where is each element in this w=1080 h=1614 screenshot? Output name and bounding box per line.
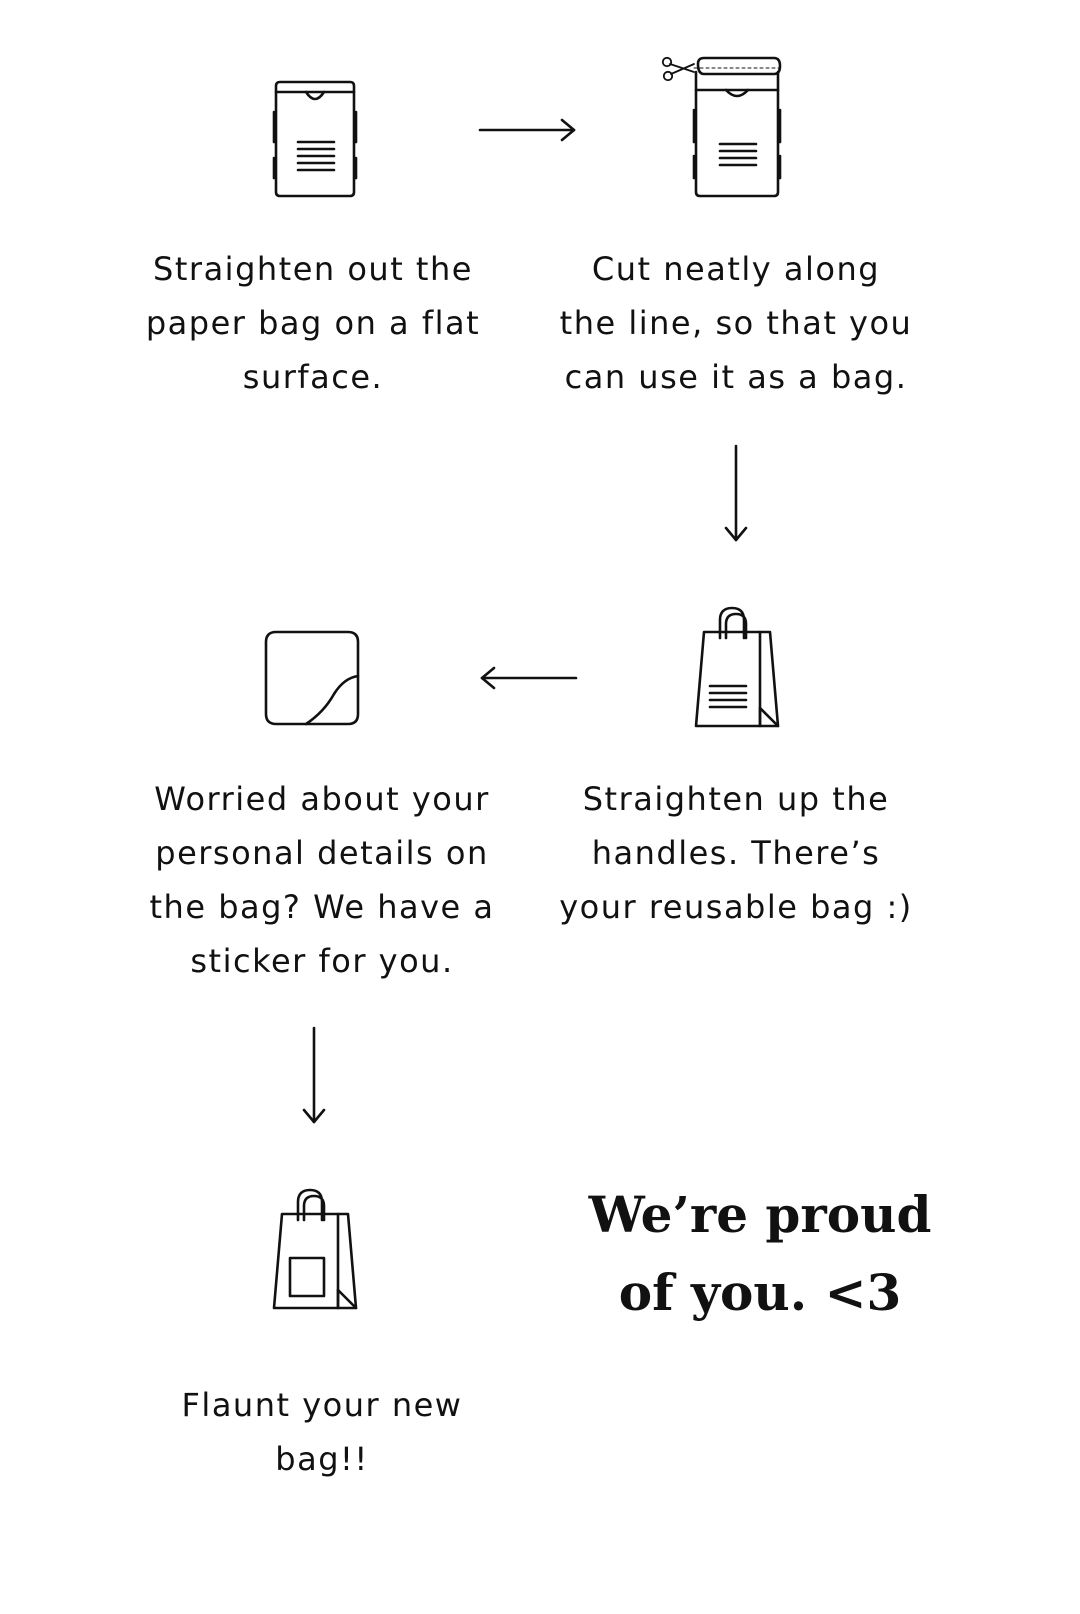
- step-3-line-2: handles. There’s: [591, 834, 881, 872]
- step-3-text: [556, 772, 916, 934]
- step-4-line-4: sticker for you.: [190, 942, 454, 980]
- step-4-line-1: Worried about your: [154, 780, 490, 818]
- step-1-text: [133, 242, 493, 404]
- step-3-line-1: Straighten up the: [582, 780, 890, 818]
- step-4-text: [142, 772, 502, 988]
- shopping-bag-with-sticker-icon: [268, 1186, 362, 1312]
- cut-bag-with-scissors-icon: [660, 52, 790, 200]
- step-5-line-1: Flaunt your new: [181, 1386, 463, 1424]
- step-2-line-3: can use it as a bag.: [564, 358, 908, 396]
- step-5-text: [142, 1378, 502, 1486]
- step-2-text: [556, 242, 916, 404]
- closing-message: [560, 1176, 960, 1332]
- step-5-line-2: bag!!: [275, 1440, 369, 1478]
- closing-line-1: We’re proud: [588, 1185, 932, 1244]
- step-2-line-2: the line, so that you: [559, 304, 913, 342]
- step-1-line-1: Straighten out the: [153, 250, 473, 288]
- closing-line-2: of you. <3: [618, 1263, 902, 1322]
- arrow-down-icon: [724, 444, 748, 548]
- step-1-line-3: surface.: [242, 358, 384, 396]
- step-4-line-3: the bag? We have a: [149, 888, 495, 926]
- arrow-down-icon: [302, 1026, 326, 1130]
- step-3-line-3: your reusable bag :): [559, 888, 913, 926]
- shopping-bag-icon: [690, 604, 784, 730]
- sticker-icon: [262, 628, 362, 728]
- arrow-left-icon: [478, 666, 578, 694]
- arrow-right-icon: [478, 118, 578, 146]
- step-1-line-2: paper bag on a flat: [145, 304, 481, 342]
- step-4-line-2: personal details on: [155, 834, 489, 872]
- step-2-line-1: Cut neatly along: [591, 250, 881, 288]
- flat-paper-bag-icon: [270, 78, 360, 198]
